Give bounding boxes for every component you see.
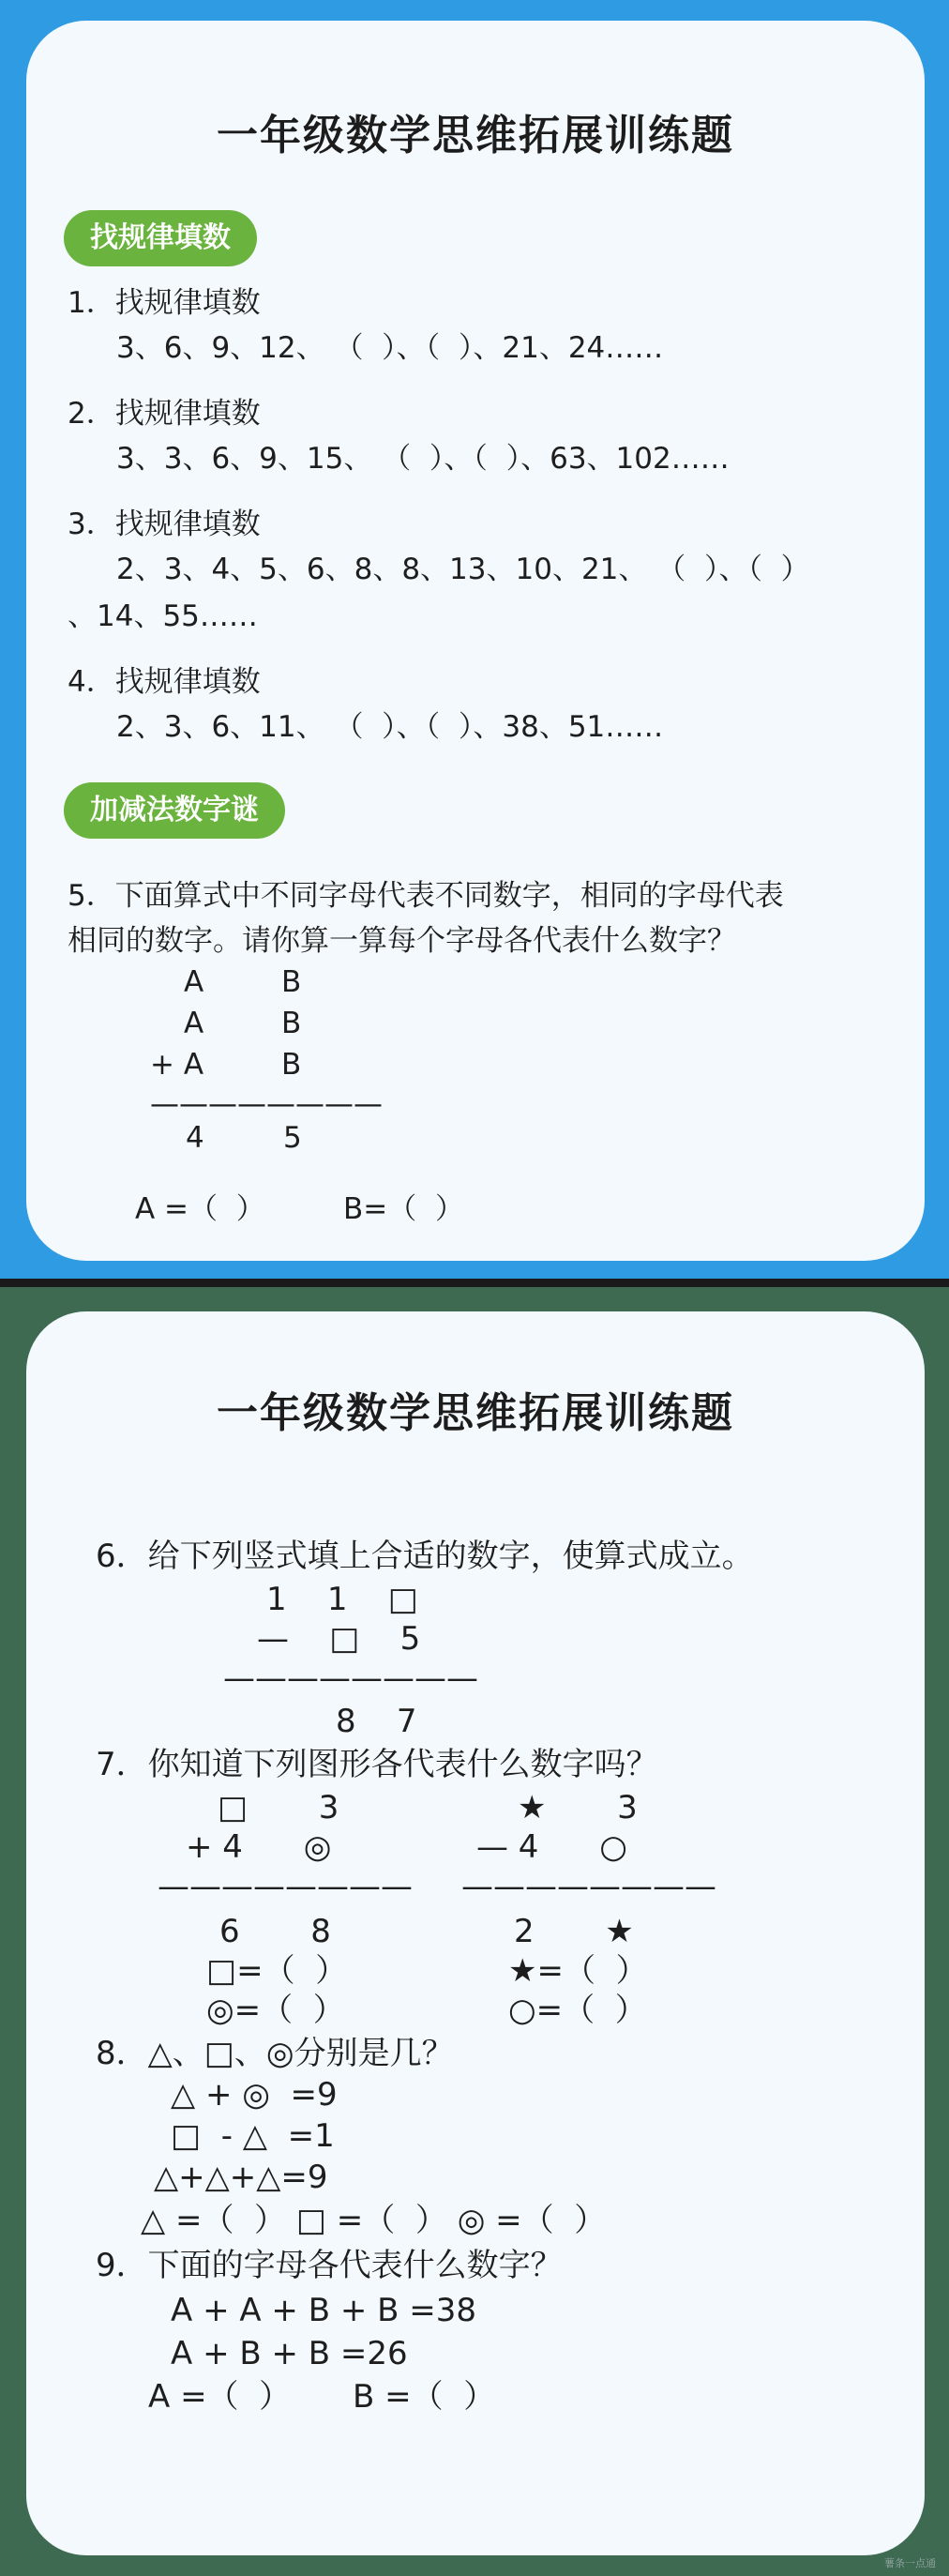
q7-left-answer-2: ◎=（ ） (206, 1992, 345, 2029)
question-3-heading: 3．找规律填数 (68, 508, 261, 541)
q7-left-row2: + 4 ◎ (186, 1828, 332, 1866)
q9-equation-2: A + B + B =26 (171, 2335, 408, 2372)
question-3-sequence: 2、3、4、5、6、8、8、13、10、21、 （ ）、（ ） (116, 553, 810, 586)
q6-rule: ———————— (223, 1659, 478, 1697)
q6-row1: 1 1 □ (266, 1581, 418, 1618)
page-title: 一年级数学思维拓展训练题 (217, 112, 734, 159)
q5-row3-col1: + A (150, 1048, 204, 1082)
q5-result-col1: 4 (186, 1121, 204, 1155)
q6-row2: — □ 5 (257, 1620, 421, 1658)
question-7-heading: 7．你知道下列图形各代表什么数字吗？ (96, 1746, 658, 1783)
worksheet-page-2 (26, 1311, 925, 2555)
q7-left-result: 6 8 (219, 1913, 331, 1950)
q5-answer-b: B=（ ） (343, 1192, 464, 1226)
q5-rule: ———————— (150, 1087, 383, 1121)
q5-row2-col1: A (184, 1007, 204, 1040)
q7-right-answer-2: ○=（ ） (508, 1992, 647, 2029)
question-5-line-2: 相同的数字。请你算一算每个字母各代表什么数字？ (68, 924, 736, 958)
question-3-sequence-continued: 、14、55…… (68, 599, 258, 633)
q8-equation-3: △+△+△=9 (154, 2159, 328, 2196)
section-label-puzzle: 加减法数字谜 (64, 782, 285, 839)
watermark-text: 薯条一点通 (884, 2557, 936, 2569)
q9-answer-a: A =（ ） (148, 2378, 292, 2416)
q5-row1-col1: A (184, 965, 204, 999)
q5-result-col2: 5 (283, 1121, 302, 1155)
question-6-heading: 6．给下列竖式填上合适的数字，使算式成立。 (96, 1538, 754, 1575)
question-9-heading: 9．下面的字母各代表什么数字？ (96, 2247, 563, 2284)
page-title: 一年级数学思维拓展训练题 (217, 1389, 734, 1437)
q9-equation-1: A + A + B + B =38 (171, 2292, 477, 2329)
question-1-sequence: 3、6、9、12、 （ ）、（ ）、21、24…… (116, 331, 664, 365)
q7-left-row1: □ 3 (218, 1789, 339, 1826)
question-1-heading: 1．找规律填数 (68, 286, 261, 320)
q7-left-rule: ———————— (158, 1868, 413, 1905)
worksheet-page-1 (26, 21, 925, 1261)
question-4-heading: 4．找规律填数 (68, 665, 261, 699)
question-2-heading: 2．找规律填数 (68, 397, 261, 431)
question-8-heading: 8．△、□、◎分别是几？ (96, 2035, 454, 2072)
q7-right-row2: — 4 ○ (476, 1828, 627, 1866)
q8-equation-2: □ - △ =1 (171, 2117, 335, 2155)
q7-right-answer-1: ★=（ ） (508, 1952, 648, 1990)
q5-row1-col2: B (281, 965, 302, 999)
q5-answer-a: A =（ ） (135, 1192, 265, 1226)
q5-row2-col2: B (281, 1007, 302, 1040)
question-2-sequence: 3、3、6、9、15、 （ ）、（ ）、63、102…… (116, 442, 730, 476)
q7-left-answer-1: □=（ ） (206, 1952, 348, 1990)
q6-result: 8 7 (336, 1703, 417, 1740)
section-label-pattern: 找规律填数 (64, 210, 257, 266)
question-4-sequence: 2、3、6、11、 （ ）、（ ）、38、51…… (116, 710, 664, 744)
q7-right-result: 2 ★ (514, 1913, 634, 1950)
q7-right-row1: ★ 3 (518, 1789, 638, 1826)
q5-row3-col2: B (281, 1048, 302, 1082)
q7-right-rule: ———————— (461, 1868, 716, 1905)
question-5-line-1: 5．下面算式中不同字母代表不同数字，相同的字母代表 (68, 879, 784, 913)
q9-answer-b: B =（ ） (353, 2378, 496, 2416)
q8-answers: △ =（ ） □ =（ ） ◎ =（ ） (141, 2202, 607, 2239)
q8-equation-1: △ + ◎ =9 (171, 2076, 338, 2114)
